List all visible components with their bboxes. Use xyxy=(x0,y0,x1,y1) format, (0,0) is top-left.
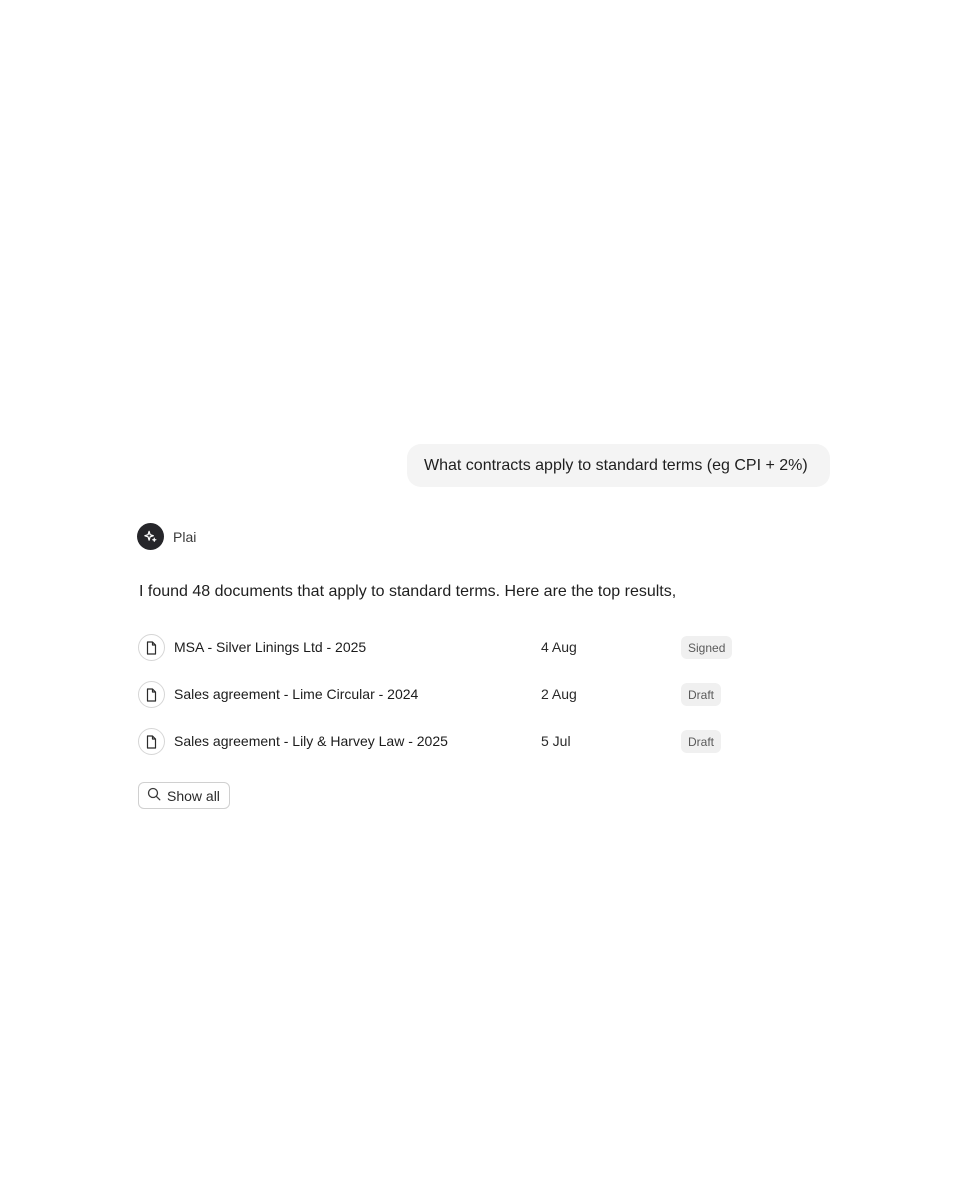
document-icon xyxy=(138,634,165,661)
result-date: 2 Aug xyxy=(541,686,577,702)
status-badge: Draft xyxy=(681,730,721,753)
result-title[interactable]: MSA - Silver Linings Ltd - 2025 xyxy=(174,639,367,655)
assistant-name: Plai xyxy=(173,528,197,545)
result-row[interactable] xyxy=(138,634,758,681)
assistant-header xyxy=(137,523,196,550)
document-icon xyxy=(138,728,165,755)
search-icon xyxy=(147,787,161,804)
status-badge: Signed xyxy=(681,636,732,659)
user-message-text: What contracts apply to standard terms (eg CPI + 2%) xyxy=(424,456,808,474)
status-badge: Draft xyxy=(681,683,721,706)
result-row[interactable] xyxy=(138,728,758,775)
document-icon xyxy=(138,681,165,708)
result-title[interactable]: Sales agreement - Lime Circular - 2024 xyxy=(174,686,419,702)
user-message-bubble xyxy=(407,444,830,487)
sparkle-icon xyxy=(137,523,164,550)
results-list xyxy=(138,634,758,775)
result-row[interactable] xyxy=(138,681,758,728)
result-date: 5 Jul xyxy=(541,733,571,749)
show-all-label: Show all xyxy=(167,787,220,804)
assistant-message: I found 48 documents that apply to standard terms. Here are the top results, xyxy=(139,583,677,600)
show-all-button[interactable] xyxy=(138,782,230,809)
result-title[interactable]: Sales agreement - Lily & Harvey Law - 2025 xyxy=(174,733,448,749)
result-date: 4 Aug xyxy=(541,639,577,655)
